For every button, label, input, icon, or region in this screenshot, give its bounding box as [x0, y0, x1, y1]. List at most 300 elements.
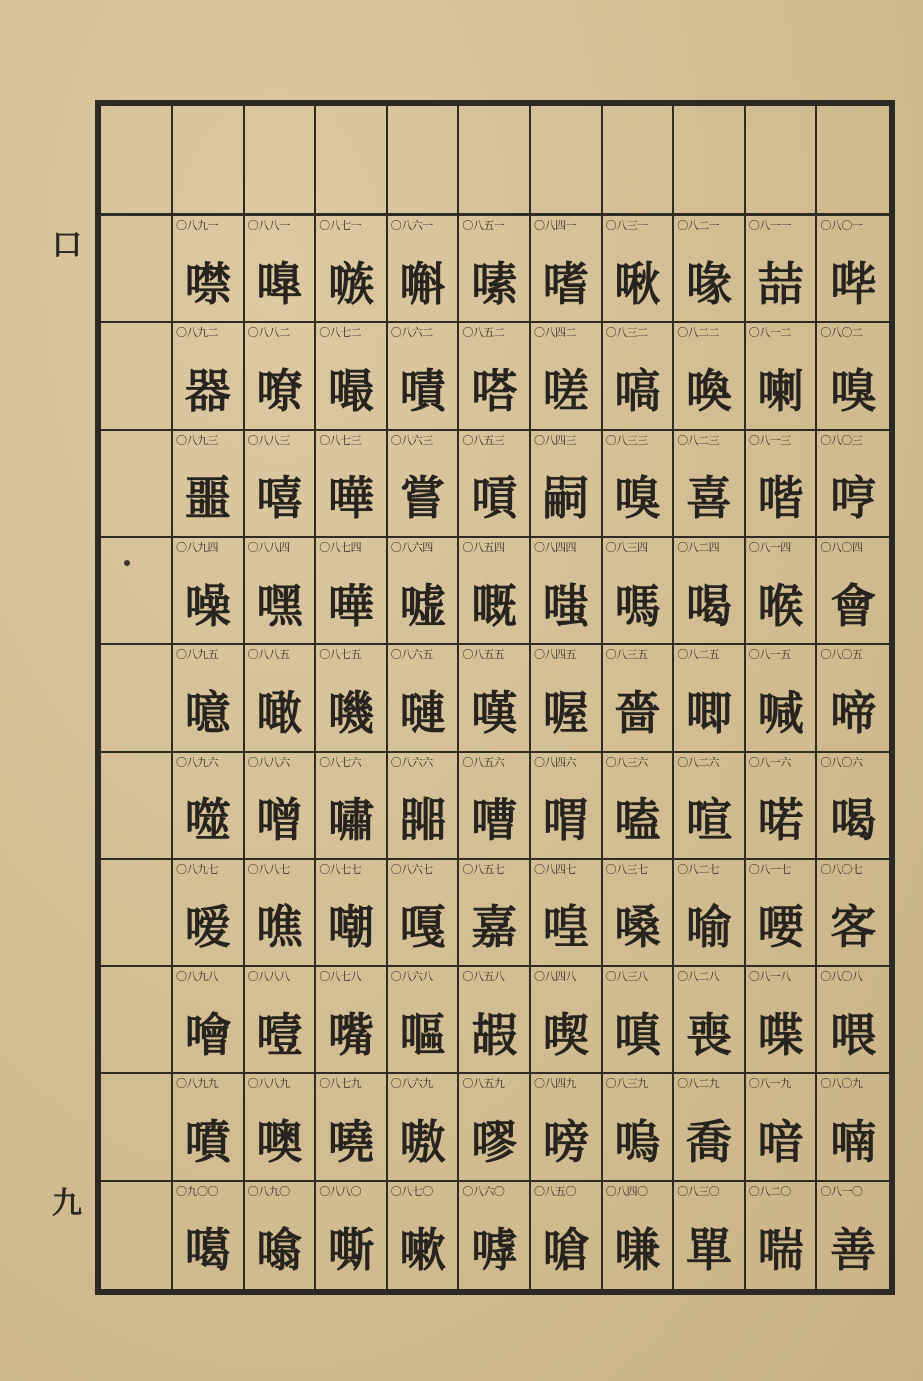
character: 喔	[542, 685, 589, 740]
code-number: 〇八四七	[533, 862, 576, 876]
table-cell	[173, 645, 245, 752]
code-number: 〇八三三	[605, 433, 648, 447]
code-number: 〇八〇五	[820, 648, 863, 662]
table-cell	[459, 538, 531, 645]
code-number: 〇八四九	[533, 1077, 576, 1091]
table-cell	[603, 216, 675, 323]
table-cell	[603, 645, 675, 752]
code-number: 〇八四五	[533, 648, 576, 662]
character: 嘏	[471, 1007, 518, 1062]
character: 嗅	[614, 471, 661, 526]
table-cell	[746, 1074, 818, 1181]
table-cell	[674, 967, 746, 1074]
character: 噬	[184, 793, 231, 848]
character: 嗃	[614, 363, 661, 418]
character: 喝	[830, 793, 877, 848]
code-number: 〇八三六	[605, 755, 648, 769]
table-cell	[459, 860, 531, 967]
table-cell	[245, 645, 317, 752]
margin-cell	[101, 1074, 173, 1181]
character: 喤	[542, 900, 589, 955]
character: 噶	[184, 1223, 231, 1278]
header-cell	[101, 106, 173, 216]
code-number: 〇八八九	[247, 1077, 290, 1091]
character: 嗤	[542, 578, 589, 633]
code-number: 〇八四三	[533, 433, 576, 447]
table-cell	[316, 860, 388, 967]
code-number: 〇八八〇	[319, 1184, 362, 1198]
table-cell	[531, 323, 603, 430]
code-number: 〇八〇二	[820, 326, 863, 340]
character: 噲	[184, 1007, 231, 1062]
table-cell	[245, 967, 317, 1074]
margin-cell	[101, 323, 173, 430]
character: 喏	[757, 793, 804, 848]
table-cell	[531, 216, 603, 323]
table-cell	[531, 538, 603, 645]
table-cell	[817, 1182, 889, 1289]
character: 嘩	[327, 471, 374, 526]
table-cell	[674, 1182, 746, 1289]
code-number: 〇八八四	[247, 540, 290, 554]
character: 嘷	[256, 256, 303, 311]
code-number: 〇八七一	[319, 219, 362, 232]
character: 哔	[830, 256, 877, 311]
character: 噩	[184, 471, 231, 526]
code-number: 〇八一一	[748, 219, 791, 232]
character: 噍	[256, 900, 303, 955]
character: 單	[685, 1223, 732, 1278]
code-number: 〇八八八	[247, 970, 290, 984]
code-number: 〇八二四	[677, 540, 720, 554]
character: 喝	[685, 578, 732, 633]
code-number: 〇八五二	[462, 326, 505, 340]
table-cell	[531, 860, 603, 967]
character: 喆	[757, 256, 804, 311]
code-number: 〇八七四	[319, 540, 362, 554]
table-cell	[459, 323, 531, 430]
code-number: 〇八二九	[677, 1077, 720, 1091]
code-number: 〇八一二	[748, 326, 791, 340]
table-cell	[746, 645, 818, 752]
table-cell	[459, 1182, 531, 1289]
table-cell	[746, 967, 818, 1074]
character: 喬	[685, 1115, 732, 1170]
code-number: 〇八六二	[390, 326, 433, 340]
table-cell	[746, 1182, 818, 1289]
table-cell	[316, 645, 388, 752]
code-number: 〇八七七	[319, 862, 362, 876]
table-cell	[531, 431, 603, 538]
table-cell	[388, 1074, 460, 1181]
character: 嗳	[184, 900, 231, 955]
table-cell	[245, 753, 317, 860]
character: 嗾	[327, 256, 374, 311]
table-cell	[674, 431, 746, 538]
code-number: 〇八五四	[462, 540, 505, 554]
table-cell	[531, 967, 603, 1074]
character: 客	[830, 900, 877, 955]
table-cell	[746, 860, 818, 967]
code-number: 〇八九五	[176, 648, 218, 662]
code-number: 〇八九〇	[247, 1184, 290, 1198]
character: 喧	[685, 793, 732, 848]
character: 喉	[757, 578, 804, 633]
code-number: 〇八〇一	[820, 219, 863, 232]
table-cell	[746, 431, 818, 538]
table-cell	[746, 538, 818, 645]
code-number: 〇八七二	[319, 326, 362, 340]
character: 噌	[256, 793, 303, 848]
character: 喘	[757, 1223, 804, 1278]
radical-label: 口	[52, 228, 82, 263]
table-cell	[603, 860, 675, 967]
table-cell	[388, 323, 460, 430]
character: 噢	[256, 1115, 303, 1170]
character: 嘩	[327, 578, 374, 633]
code-number: 〇九〇〇	[176, 1184, 218, 1198]
code-number: 〇八七五	[319, 648, 362, 662]
code-number: 〇八一七	[748, 862, 791, 876]
table-cell	[316, 1074, 388, 1181]
character: 器	[184, 363, 231, 418]
table-cell	[245, 1182, 317, 1289]
code-number: 〇八一五	[748, 648, 791, 662]
character: 嗷	[399, 1115, 446, 1170]
table-cell	[173, 1182, 245, 1289]
table-cell	[173, 967, 245, 1074]
code-number: 〇八七〇	[390, 1184, 433, 1198]
table-cell	[531, 1182, 603, 1289]
code-number: 〇八八三	[247, 433, 290, 447]
character: 嗔	[614, 1007, 661, 1062]
character: 噪	[184, 578, 231, 633]
character: 嘔	[399, 1007, 446, 1062]
margin-cell	[101, 431, 173, 538]
character-table	[95, 100, 895, 1295]
code-number: 〇八三七	[605, 862, 648, 876]
character: 啼	[830, 685, 877, 740]
table-cell	[245, 431, 317, 538]
header-cell	[459, 106, 531, 216]
character: 啾	[614, 256, 661, 311]
code-number: 〇八六六	[390, 755, 433, 769]
table-cell	[173, 216, 245, 323]
code-number: 〇八五六	[462, 755, 505, 769]
code-number: 〇八六八	[390, 970, 433, 984]
character: 哼	[830, 471, 877, 526]
table-cell	[817, 216, 889, 323]
code-number: 〇八六〇	[462, 1184, 505, 1198]
table-cell	[817, 1074, 889, 1181]
code-number: 〇八七九	[319, 1077, 362, 1091]
table-cell	[245, 538, 317, 645]
code-number: 〇八四〇	[605, 1184, 648, 1198]
table-cell	[603, 538, 675, 645]
header-cell	[817, 106, 889, 216]
header-cell	[603, 106, 675, 216]
code-number: 〇八六四	[390, 540, 433, 554]
table-cell	[316, 967, 388, 1074]
character: 喂	[830, 1007, 877, 1062]
table-cell	[746, 216, 818, 323]
code-number: 〇八八七	[247, 862, 290, 876]
character: 喫	[542, 1007, 589, 1062]
code-number: 〇八四一	[533, 219, 576, 232]
table-cell	[531, 645, 603, 752]
header-cell	[746, 106, 818, 216]
table-cell	[459, 645, 531, 752]
character: 喙	[685, 256, 732, 311]
code-number: 〇八一六	[748, 755, 791, 769]
code-number: 〇八二五	[677, 648, 720, 662]
table-cell	[388, 216, 460, 323]
character: 嘑	[471, 1223, 518, 1278]
table-cell	[531, 753, 603, 860]
table-cell	[746, 323, 818, 430]
code-number: 〇八五九	[462, 1077, 505, 1091]
character: 喪	[685, 1007, 732, 1062]
code-number: 〇八三二	[605, 326, 648, 340]
code-number: 〇八二〇	[748, 1184, 791, 1198]
character: 喈	[757, 471, 804, 526]
code-number: 〇八七八	[319, 970, 362, 984]
table-cell	[674, 538, 746, 645]
code-number: 〇八五八	[462, 970, 505, 984]
table-cell	[388, 538, 460, 645]
code-number: 〇八〇八	[820, 970, 863, 984]
table-cell	[817, 645, 889, 752]
character: 嗉	[471, 256, 518, 311]
table-cell	[173, 431, 245, 538]
code-number: 〇八四六	[533, 755, 576, 769]
margin-cell	[101, 753, 173, 860]
code-number: 〇八九三	[176, 433, 218, 447]
character: 嘗	[399, 471, 446, 526]
character: 嗎	[614, 578, 661, 633]
table-cell	[388, 967, 460, 1074]
character: 嘆	[471, 685, 518, 740]
code-number: 〇八九八	[176, 970, 218, 984]
table-cell	[459, 753, 531, 860]
character: 嗹	[399, 685, 446, 740]
code-number: 〇八二二	[677, 326, 720, 340]
character: 嘯	[327, 793, 374, 848]
table-cell	[388, 1182, 460, 1289]
character: 嗆	[542, 1223, 589, 1278]
code-number: 〇八三〇	[677, 1184, 720, 1198]
table-cell	[245, 1074, 317, 1181]
code-number: 〇八六五	[390, 648, 433, 662]
character: 嘉	[471, 900, 518, 955]
character: 唧	[685, 685, 732, 740]
code-number: 〇八四八	[533, 970, 576, 984]
code-number: 〇八六一	[390, 219, 433, 232]
table-cell	[173, 1074, 245, 1181]
character: 嘴	[327, 1007, 374, 1062]
code-number: 〇八一八	[748, 970, 791, 984]
code-number: 〇八九四	[176, 540, 218, 554]
table-cell	[674, 645, 746, 752]
character: 嗒	[471, 363, 518, 418]
header-cell	[674, 106, 746, 216]
code-number: 〇八五一	[462, 219, 505, 232]
character: 嘬	[327, 363, 374, 418]
table-cell	[603, 753, 675, 860]
code-number: 〇八八一	[247, 219, 290, 232]
character: 嗣	[542, 471, 589, 526]
character: 喃	[830, 1115, 877, 1170]
character: 嘎	[399, 900, 446, 955]
header-cell	[388, 106, 460, 216]
table-cell	[817, 323, 889, 430]
page-number-label: 九	[52, 1186, 82, 1221]
code-number: 〇八二三	[677, 433, 720, 447]
code-number: 〇八一三	[748, 433, 791, 447]
table-cell	[173, 753, 245, 860]
code-number: 〇八三九	[605, 1077, 648, 1091]
code-number: 〇八二一	[677, 219, 720, 232]
character: 噫	[184, 685, 231, 740]
table-cell	[459, 431, 531, 538]
character: 嗚	[614, 1115, 661, 1170]
code-number: 〇八〇三	[820, 433, 863, 447]
character: 嗙	[542, 1115, 589, 1170]
code-number: 〇八一九	[748, 1077, 791, 1091]
character: 嘖	[399, 363, 446, 418]
character: 噉	[256, 685, 303, 740]
character: 嘹	[256, 363, 303, 418]
table-cell	[316, 216, 388, 323]
margin-cell	[101, 967, 173, 1074]
code-number: 〇八四四	[533, 540, 576, 554]
table-cell	[245, 323, 317, 430]
code-number: 〇八八六	[247, 755, 290, 769]
table-cell	[459, 216, 531, 323]
table-cell	[388, 860, 460, 967]
table-cell	[674, 323, 746, 430]
character: 嘈	[471, 793, 518, 848]
table-cell	[817, 431, 889, 538]
character: 噎	[256, 1007, 303, 1062]
code-number: 〇八八五	[247, 648, 290, 662]
table-cell	[746, 753, 818, 860]
character: 喋	[757, 1007, 804, 1062]
code-number: 〇八七六	[319, 755, 362, 769]
code-number: 〇八二六	[677, 755, 720, 769]
margin-cell	[101, 538, 173, 645]
code-number: 〇八〇六	[820, 755, 863, 769]
table-cell	[603, 967, 675, 1074]
character: 嘵	[327, 1115, 374, 1170]
character: 善	[830, 1223, 877, 1278]
table-cell	[173, 538, 245, 645]
header-cell	[245, 106, 317, 216]
table-cell	[245, 216, 317, 323]
character: 嘶	[327, 1223, 374, 1278]
character: 嘝	[399, 256, 446, 311]
character: 喜	[685, 471, 732, 526]
character: 會	[830, 578, 877, 633]
code-number: 〇八六九	[390, 1077, 433, 1091]
code-number: 〇八三五	[605, 648, 648, 662]
table-cell	[459, 967, 531, 1074]
table-cell	[316, 753, 388, 860]
table-cell	[388, 753, 460, 860]
character: 嗜	[542, 256, 589, 311]
table-cell	[388, 645, 460, 752]
table-cell	[603, 431, 675, 538]
code-number: 〇八九一	[176, 219, 218, 232]
character: 喻	[685, 900, 732, 955]
table-cell	[674, 753, 746, 860]
code-number: 〇八五七	[462, 862, 505, 876]
code-number: 〇八五五	[462, 648, 505, 662]
character: 嘂	[399, 793, 446, 848]
table-cell	[316, 431, 388, 538]
character: 嗑	[614, 793, 661, 848]
table-cell	[316, 323, 388, 430]
character: 嗛	[614, 1223, 661, 1278]
character: 嘻	[256, 471, 303, 526]
character: 喑	[757, 1115, 804, 1170]
table-cell	[245, 860, 317, 967]
table-cell	[603, 1182, 675, 1289]
table-cell	[316, 538, 388, 645]
character: 嗽	[399, 1223, 446, 1278]
table-cell	[817, 753, 889, 860]
margin-cell	[101, 860, 173, 967]
table-cell	[388, 431, 460, 538]
character: 嘿	[256, 578, 303, 633]
table-cell	[674, 860, 746, 967]
code-number: 〇八一四	[748, 540, 791, 554]
character: 嘲	[327, 900, 374, 955]
character: 嘰	[327, 685, 374, 740]
code-number: 〇八九六	[176, 755, 218, 769]
character: 嗅	[830, 363, 877, 418]
character: 嗓	[614, 900, 661, 955]
character: 喚	[685, 363, 732, 418]
character: 噤	[184, 256, 231, 311]
character: 嘘	[399, 578, 446, 633]
table-cell	[603, 1074, 675, 1181]
code-number: 〇八三四	[605, 540, 648, 554]
character: 嗟	[542, 363, 589, 418]
table-cell	[603, 323, 675, 430]
margin-cell	[101, 1182, 173, 1289]
character: 嘅	[471, 578, 518, 633]
table-cell	[817, 538, 889, 645]
header-cell	[531, 106, 603, 216]
table-cell	[173, 860, 245, 967]
table-cell	[173, 323, 245, 430]
code-number: 〇八九七	[176, 862, 218, 876]
character: 喇	[757, 363, 804, 418]
code-number: 〇八二八	[677, 970, 720, 984]
code-number: 〇八七三	[319, 433, 362, 447]
character: 嘐	[471, 1115, 518, 1170]
margin-cell	[101, 216, 173, 323]
code-number: 〇八一〇	[820, 1184, 863, 1198]
code-number: 〇八〇九	[820, 1077, 863, 1091]
table-cell	[817, 860, 889, 967]
code-number: 〇八九九	[176, 1077, 218, 1091]
code-number: 〇八六七	[390, 862, 433, 876]
code-number: 〇八九二	[176, 326, 218, 340]
table-cell	[459, 1074, 531, 1181]
code-number: 〇八三八	[605, 970, 648, 984]
